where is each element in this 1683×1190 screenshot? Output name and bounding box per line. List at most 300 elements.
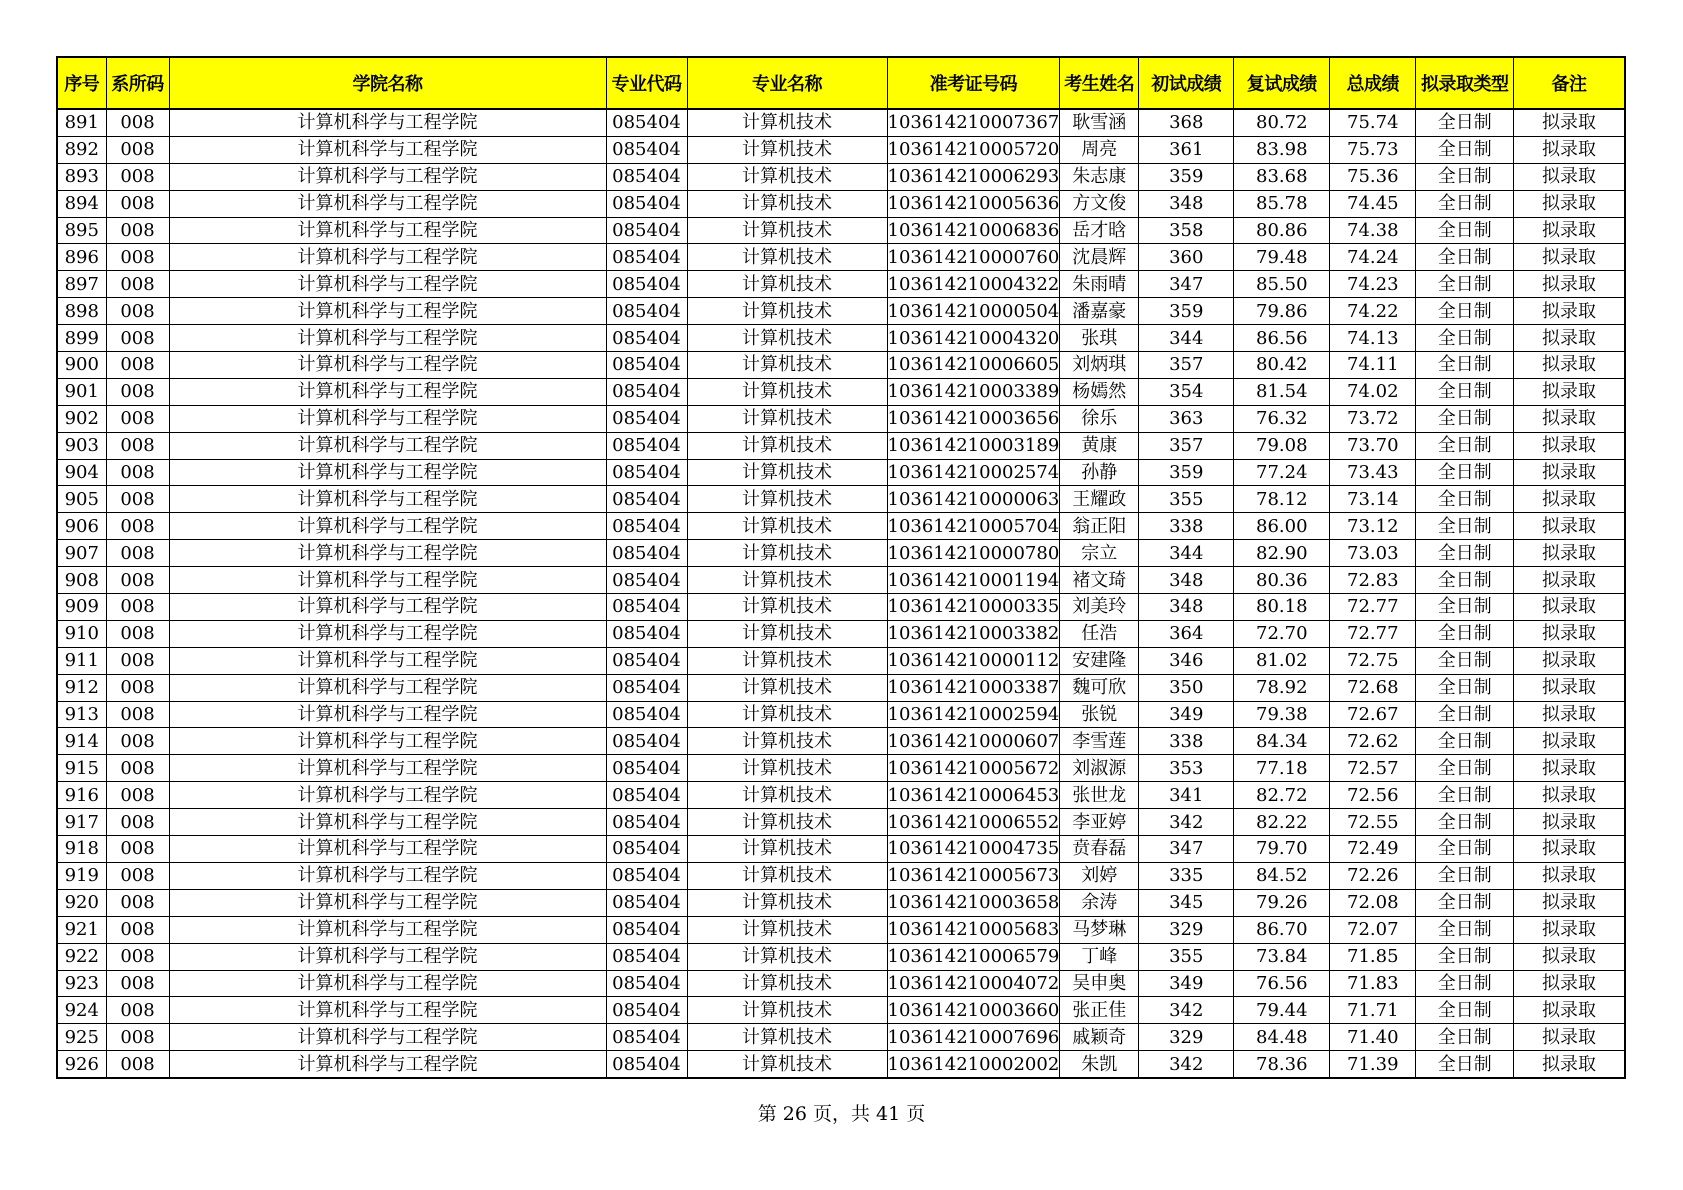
cell-total-score: 73.14 [1330,486,1416,513]
cell-total-score: 73.72 [1330,405,1416,432]
cell-major-code: 085404 [606,916,687,943]
cell-exam-id: 103614210003189 [887,432,1060,459]
cell-major-code: 085404 [606,244,687,271]
cell-total-score: 71.85 [1330,943,1416,970]
cell-major-code: 085404 [606,325,687,352]
cell-major-code: 085404 [606,701,687,728]
header-admission-type: 拟录取类型 [1416,57,1514,109]
cell-admission-type: 全日制 [1416,298,1514,325]
cell-serial-no: 917 [57,809,106,836]
cell-serial-no: 909 [57,594,106,621]
cell-major-name: 计算机技术 [687,782,887,809]
cell-retest-score: 78.12 [1234,486,1330,513]
cell-major-code: 085404 [606,594,687,621]
cell-dept-code: 008 [106,755,169,782]
table-row [57,109,1625,136]
cell-major-name: 计算机技术 [687,190,887,217]
cell-admission-type: 全日制 [1416,109,1514,136]
table-row [57,1051,1625,1078]
cell-total-score: 72.68 [1330,674,1416,701]
cell-total-score: 74.11 [1330,352,1416,379]
cell-dept-code: 008 [106,728,169,755]
cell-candidate-name: 吴申奥 [1060,970,1139,997]
cell-dept-code: 008 [106,163,169,190]
table-row [57,271,1625,298]
cell-college-name: 计算机科学与工程学院 [169,513,606,540]
header-major-name: 专业名称 [687,57,887,109]
cell-remark: 拟录取 [1514,486,1625,513]
cell-candidate-name: 刘美玲 [1060,594,1139,621]
table-row [57,782,1625,809]
cell-serial-no: 895 [57,217,106,244]
cell-exam-id: 103614210006453 [887,782,1060,809]
cell-major-code: 085404 [606,620,687,647]
cell-admission-type: 全日制 [1416,325,1514,352]
cell-initial-score: 353 [1139,755,1234,782]
cell-major-name: 计算机技术 [687,325,887,352]
cell-retest-score: 79.44 [1234,997,1330,1024]
cell-major-code: 085404 [606,1051,687,1078]
cell-exam-id: 103614210002574 [887,459,1060,486]
cell-initial-score: 363 [1139,405,1234,432]
cell-remark: 拟录取 [1514,728,1625,755]
cell-serial-no: 905 [57,486,106,513]
cell-admission-type: 全日制 [1416,755,1514,782]
cell-retest-score: 86.56 [1234,325,1330,352]
cell-serial-no: 902 [57,405,106,432]
cell-serial-no: 897 [57,271,106,298]
cell-major-name: 计算机技术 [687,647,887,674]
cell-major-name: 计算机技术 [687,567,887,594]
cell-candidate-name: 耿雪涵 [1060,109,1139,136]
cell-major-name: 计算机技术 [687,620,887,647]
cell-retest-score: 79.70 [1234,836,1330,863]
cell-remark: 拟录取 [1514,109,1625,136]
cell-remark: 拟录取 [1514,755,1625,782]
cell-college-name: 计算机科学与工程学院 [169,1024,606,1051]
cell-retest-score: 82.90 [1234,540,1330,567]
cell-retest-score: 80.42 [1234,352,1330,379]
cell-candidate-name: 贲春磊 [1060,836,1139,863]
cell-initial-score: 329 [1139,1024,1234,1051]
header-initial-score: 初试成绩 [1139,57,1234,109]
cell-major-name: 计算机技术 [687,1024,887,1051]
cell-total-score: 72.83 [1330,567,1416,594]
cell-major-code: 085404 [606,298,687,325]
cell-dept-code: 008 [106,432,169,459]
cell-dept-code: 008 [106,271,169,298]
cell-total-score: 75.36 [1330,163,1416,190]
table-row [57,378,1625,405]
cell-candidate-name: 刘炳琪 [1060,352,1139,379]
cell-retest-score: 80.18 [1234,594,1330,621]
cell-major-code: 085404 [606,728,687,755]
cell-retest-score: 86.00 [1234,513,1330,540]
cell-college-name: 计算机科学与工程学院 [169,459,606,486]
cell-total-score: 73.43 [1330,459,1416,486]
cell-total-score: 72.77 [1330,620,1416,647]
cell-dept-code: 008 [106,513,169,540]
cell-major-code: 085404 [606,486,687,513]
cell-remark: 拟录取 [1514,916,1625,943]
cell-college-name: 计算机科学与工程学院 [169,432,606,459]
cell-college-name: 计算机科学与工程学院 [169,271,606,298]
cell-college-name: 计算机科学与工程学院 [169,540,606,567]
cell-major-name: 计算机技术 [687,352,887,379]
cell-remark: 拟录取 [1514,594,1625,621]
cell-initial-score: 329 [1139,916,1234,943]
table-row [57,620,1625,647]
cell-initial-score: 355 [1139,486,1234,513]
cell-dept-code: 008 [106,889,169,916]
cell-retest-score: 82.22 [1234,809,1330,836]
cell-remark: 拟录取 [1514,244,1625,271]
cell-remark: 拟录取 [1514,782,1625,809]
cell-exam-id: 103614210006836 [887,217,1060,244]
cell-candidate-name: 任浩 [1060,620,1139,647]
cell-admission-type: 全日制 [1416,513,1514,540]
cell-exam-id: 103614210000112 [887,647,1060,674]
cell-remark: 拟录取 [1514,325,1625,352]
cell-exam-id: 103614210003387 [887,674,1060,701]
cell-college-name: 计算机科学与工程学院 [169,567,606,594]
cell-major-code: 085404 [606,432,687,459]
cell-initial-score: 341 [1139,782,1234,809]
cell-admission-type: 全日制 [1416,432,1514,459]
cell-serial-no: 919 [57,862,106,889]
cell-college-name: 计算机科学与工程学院 [169,674,606,701]
cell-remark: 拟录取 [1514,405,1625,432]
cell-total-score: 72.62 [1330,728,1416,755]
cell-total-score: 74.02 [1330,378,1416,405]
cell-college-name: 计算机科学与工程学院 [169,109,606,136]
cell-initial-score: 359 [1139,298,1234,325]
cell-college-name: 计算机科学与工程学院 [169,836,606,863]
table-row [57,459,1625,486]
cell-remark: 拟录取 [1514,1024,1625,1051]
cell-major-name: 计算机技术 [687,836,887,863]
cell-remark: 拟录取 [1514,432,1625,459]
cell-total-score: 71.83 [1330,970,1416,997]
cell-total-score: 72.77 [1330,594,1416,621]
cell-retest-score: 72.70 [1234,620,1330,647]
table-row [57,217,1625,244]
cell-admission-type: 全日制 [1416,567,1514,594]
cell-serial-no: 908 [57,567,106,594]
cell-exam-id: 103614210000607 [887,728,1060,755]
table-row [57,970,1625,997]
cell-initial-score: 354 [1139,378,1234,405]
cell-exam-id: 103614210001194 [887,567,1060,594]
cell-exam-id: 103614210003382 [887,620,1060,647]
cell-dept-code: 008 [106,782,169,809]
cell-major-code: 085404 [606,190,687,217]
cell-admission-type: 全日制 [1416,862,1514,889]
cell-college-name: 计算机科学与工程学院 [169,298,606,325]
table-row [57,728,1625,755]
cell-initial-score: 348 [1139,567,1234,594]
cell-total-score: 73.70 [1330,432,1416,459]
cell-initial-score: 348 [1139,190,1234,217]
cell-serial-no: 907 [57,540,106,567]
cell-retest-score: 80.86 [1234,217,1330,244]
cell-exam-id: 103614210002002 [887,1051,1060,1078]
cell-serial-no: 898 [57,298,106,325]
cell-exam-id: 103614210005683 [887,916,1060,943]
cell-retest-score: 80.72 [1234,109,1330,136]
cell-admission-type: 全日制 [1416,916,1514,943]
cell-initial-score: 342 [1139,997,1234,1024]
cell-exam-id: 103614210002594 [887,701,1060,728]
cell-total-score: 71.39 [1330,1051,1416,1078]
cell-initial-score: 349 [1139,970,1234,997]
cell-major-name: 计算机技术 [687,540,887,567]
cell-major-code: 085404 [606,647,687,674]
cell-college-name: 计算机科学与工程学院 [169,997,606,1024]
cell-candidate-name: 安建隆 [1060,647,1139,674]
cell-initial-score: 360 [1139,244,1234,271]
cell-initial-score: 355 [1139,943,1234,970]
header-remark: 备注 [1514,57,1625,109]
cell-retest-score: 79.26 [1234,889,1330,916]
cell-serial-no: 920 [57,889,106,916]
cell-college-name: 计算机科学与工程学院 [169,620,606,647]
cell-serial-no: 891 [57,109,106,136]
table-body [57,109,1625,1078]
cell-total-score: 72.07 [1330,916,1416,943]
cell-admission-type: 全日制 [1416,1051,1514,1078]
cell-major-name: 计算机技术 [687,1051,887,1078]
cell-dept-code: 008 [106,190,169,217]
cell-major-name: 计算机技术 [687,943,887,970]
cell-major-name: 计算机技术 [687,244,887,271]
cell-retest-score: 77.24 [1234,459,1330,486]
cell-college-name: 计算机科学与工程学院 [169,916,606,943]
table-row [57,755,1625,782]
cell-serial-no: 912 [57,674,106,701]
cell-college-name: 计算机科学与工程学院 [169,378,606,405]
cell-initial-score: 359 [1139,163,1234,190]
table-row [57,647,1625,674]
table-header [57,57,1625,109]
table-row [57,809,1625,836]
cell-remark: 拟录取 [1514,217,1625,244]
cell-major-code: 085404 [606,970,687,997]
cell-major-name: 计算机技术 [687,109,887,136]
cell-admission-type: 全日制 [1416,836,1514,863]
cell-candidate-name: 李雪莲 [1060,728,1139,755]
cell-initial-score: 358 [1139,217,1234,244]
cell-initial-score: 357 [1139,432,1234,459]
cell-total-score: 74.45 [1330,190,1416,217]
cell-initial-score: 347 [1139,271,1234,298]
cell-major-code: 085404 [606,862,687,889]
cell-major-code: 085404 [606,836,687,863]
header-major-code: 专业代码 [606,57,687,109]
admission-table [56,56,1626,1079]
cell-major-name: 计算机技术 [687,432,887,459]
cell-serial-no: 896 [57,244,106,271]
cell-major-name: 计算机技术 [687,513,887,540]
table-row [57,405,1625,432]
cell-retest-score: 73.84 [1234,943,1330,970]
cell-candidate-name: 李亚婷 [1060,809,1139,836]
cell-retest-score: 84.34 [1234,728,1330,755]
cell-initial-score: 361 [1139,136,1234,163]
cell-college-name: 计算机科学与工程学院 [169,594,606,621]
cell-dept-code: 008 [106,136,169,163]
cell-exam-id: 103614210005636 [887,190,1060,217]
cell-retest-score: 77.18 [1234,755,1330,782]
cell-retest-score: 76.56 [1234,970,1330,997]
cell-candidate-name: 刘淑源 [1060,755,1139,782]
table-row [57,298,1625,325]
cell-college-name: 计算机科学与工程学院 [169,809,606,836]
cell-major-name: 计算机技术 [687,163,887,190]
cell-major-code: 085404 [606,567,687,594]
cell-admission-type: 全日制 [1416,136,1514,163]
cell-total-score: 74.22 [1330,298,1416,325]
cell-dept-code: 008 [106,594,169,621]
cell-dept-code: 008 [106,647,169,674]
cell-exam-id: 103614210003660 [887,997,1060,1024]
cell-remark: 拟录取 [1514,809,1625,836]
cell-serial-no: 915 [57,755,106,782]
cell-retest-score: 76.32 [1234,405,1330,432]
cell-total-score: 74.38 [1330,217,1416,244]
cell-college-name: 计算机科学与工程学院 [169,862,606,889]
cell-major-code: 085404 [606,809,687,836]
cell-remark: 拟录取 [1514,647,1625,674]
cell-admission-type: 全日制 [1416,782,1514,809]
cell-total-score: 72.26 [1330,862,1416,889]
table-row [57,136,1625,163]
header-college-name: 学院名称 [169,57,606,109]
cell-total-score: 72.56 [1330,782,1416,809]
table-row [57,862,1625,889]
cell-retest-score: 79.08 [1234,432,1330,459]
cell-college-name: 计算机科学与工程学院 [169,325,606,352]
cell-college-name: 计算机科学与工程学院 [169,405,606,432]
cell-admission-type: 全日制 [1416,997,1514,1024]
cell-dept-code: 008 [106,217,169,244]
cell-admission-type: 全日制 [1416,674,1514,701]
cell-serial-no: 900 [57,352,106,379]
cell-remark: 拟录取 [1514,567,1625,594]
cell-retest-score: 86.70 [1234,916,1330,943]
cell-college-name: 计算机科学与工程学院 [169,889,606,916]
cell-serial-no: 925 [57,1024,106,1051]
cell-remark: 拟录取 [1514,163,1625,190]
cell-admission-type: 全日制 [1416,190,1514,217]
cell-remark: 拟录取 [1514,889,1625,916]
cell-retest-score: 84.52 [1234,862,1330,889]
cell-exam-id: 103614210006293 [887,163,1060,190]
cell-retest-score: 85.50 [1234,271,1330,298]
cell-candidate-name: 王耀政 [1060,486,1139,513]
cell-serial-no: 893 [57,163,106,190]
cell-admission-type: 全日制 [1416,1024,1514,1051]
cell-exam-id: 103614210006552 [887,809,1060,836]
cell-admission-type: 全日制 [1416,486,1514,513]
cell-total-score: 72.49 [1330,836,1416,863]
cell-admission-type: 全日制 [1416,701,1514,728]
cell-major-name: 计算机技术 [687,755,887,782]
cell-serial-no: 918 [57,836,106,863]
cell-major-name: 计算机技术 [687,217,887,244]
header-serial-no: 序号 [57,57,106,109]
cell-exam-id: 103614210000335 [887,594,1060,621]
cell-serial-no: 924 [57,997,106,1024]
cell-retest-score: 85.78 [1234,190,1330,217]
cell-college-name: 计算机科学与工程学院 [169,943,606,970]
cell-major-code: 085404 [606,540,687,567]
table-row [57,567,1625,594]
table-row [57,701,1625,728]
cell-remark: 拟录取 [1514,1051,1625,1078]
header-total-score: 总成绩 [1330,57,1416,109]
cell-serial-no: 921 [57,916,106,943]
cell-exam-id: 103614210004072 [887,970,1060,997]
cell-admission-type: 全日制 [1416,889,1514,916]
cell-retest-score: 78.36 [1234,1051,1330,1078]
cell-total-score: 71.71 [1330,997,1416,1024]
table-row [57,674,1625,701]
table-row [57,244,1625,271]
cell-serial-no: 923 [57,970,106,997]
cell-exam-id: 103614210007696 [887,1024,1060,1051]
cell-admission-type: 全日制 [1416,244,1514,271]
table-row [57,540,1625,567]
cell-retest-score: 81.54 [1234,378,1330,405]
cell-total-score: 72.75 [1330,647,1416,674]
table-row [57,163,1625,190]
cell-dept-code: 008 [106,352,169,379]
cell-candidate-name: 朱志康 [1060,163,1139,190]
cell-exam-id: 103614210000780 [887,540,1060,567]
cell-serial-no: 894 [57,190,106,217]
cell-serial-no: 910 [57,620,106,647]
cell-candidate-name: 翁正阳 [1060,513,1139,540]
cell-exam-id: 103614210005704 [887,513,1060,540]
cell-retest-score: 83.68 [1234,163,1330,190]
cell-retest-score: 81.02 [1234,647,1330,674]
cell-total-score: 74.24 [1330,244,1416,271]
cell-college-name: 计算机科学与工程学院 [169,1051,606,1078]
cell-candidate-name: 丁峰 [1060,943,1139,970]
cell-major-code: 085404 [606,1024,687,1051]
cell-dept-code: 008 [106,378,169,405]
cell-major-name: 计算机技术 [687,674,887,701]
cell-major-code: 085404 [606,782,687,809]
cell-admission-type: 全日制 [1416,163,1514,190]
cell-remark: 拟录取 [1514,136,1625,163]
cell-candidate-name: 张世龙 [1060,782,1139,809]
cell-admission-type: 全日制 [1416,405,1514,432]
cell-dept-code: 008 [106,325,169,352]
cell-major-code: 085404 [606,109,687,136]
cell-candidate-name: 方文俊 [1060,190,1139,217]
cell-remark: 拟录取 [1514,378,1625,405]
cell-major-name: 计算机技术 [687,136,887,163]
table-row [57,352,1625,379]
cell-college-name: 计算机科学与工程学院 [169,352,606,379]
cell-total-score: 71.40 [1330,1024,1416,1051]
cell-admission-type: 全日制 [1416,352,1514,379]
cell-exam-id: 103614210003658 [887,889,1060,916]
cell-initial-score: 338 [1139,728,1234,755]
cell-admission-type: 全日制 [1416,943,1514,970]
